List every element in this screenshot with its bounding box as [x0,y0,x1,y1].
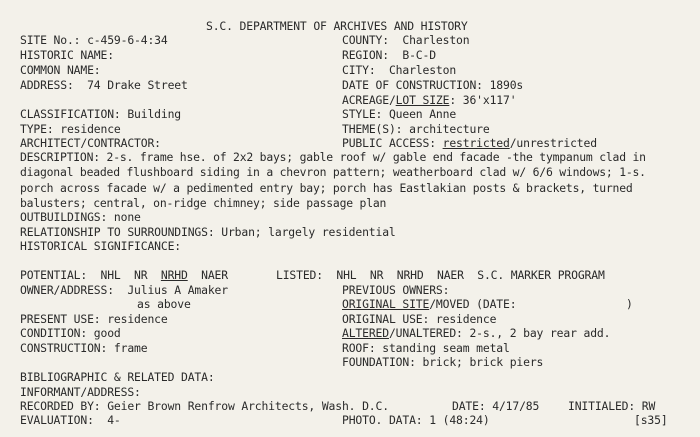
construction: CONSTRUCTION: frame [20,341,148,355]
public-access-selected: restricted [442,136,510,150]
acreage-lot-size [342,94,516,107]
common-name: COMMON NAME: [20,63,101,77]
public-access-label: PUBLIC ACCESS: [342,136,443,150]
city: CITY: Charleston [342,63,457,77]
outbuildings: OUTBUILDINGS: none [20,210,141,224]
historical-significance: HISTORICAL SIGNIFICANCE: [20,239,181,253]
altered-selected: ALTERED [342,326,389,340]
bibliographic-data: BIBLIOGRAPHIC & RELATED DATA: [20,370,215,384]
listed: LISTED: NHL NR NRHD NAER S.C. MARKER PROGRAM [276,268,605,282]
owner-address-continued: as above [137,297,191,311]
initialed: INITIALED: RW [568,399,656,413]
potential-selected: NRHD [160,268,188,282]
photo-data: PHOTO. DATA: 1 (48:24) [342,413,490,427]
architect-contractor: ARCHITECT/CONTRACTOR: [20,136,161,150]
roof: ROOF: standing seam metal [342,341,510,355]
county: COUNTY: Charleston [342,33,470,47]
site-number: SITE No.: c-459-6-4:34 [20,33,168,47]
original-site-rest: /MOVED (DATE: [429,297,517,311]
potential-prefix: POTENTIAL: NHL NR [20,268,161,282]
altered-rest: /UNALTERED: 2-s., 2 bay rear add. [388,326,611,340]
type: TYPE: residence [20,122,121,136]
foundation: FOUNDATION: brick; brick piers [342,355,544,369]
original-site-close: ) [626,297,633,311]
owner-address: OWNER/ADDRESS: Julius A Amaker [20,283,228,297]
potential-suffix: NAER [187,268,228,282]
card-header: S.C. DEPARTMENT OF ARCHIVES AND HISTORY [206,19,468,33]
classification: CLASSIFICATION: Building [20,107,181,121]
original-site-moved [342,298,516,311]
form-code: [s35] [634,413,668,427]
potential [20,269,228,282]
public-access [342,137,597,150]
public-access-rest: /unrestricted [509,136,597,150]
original-site-selected: ORIGINAL SITE [342,297,430,311]
evaluation: EVALUATION: 4- [20,413,121,427]
description: DESCRIPTION: 2-s. frame hse. of 2x2 bays; gable roof w/ gable end facade -the tympanum clad in diagonal beaded flushboard siding in a chevron pattern; weatherboard clad w/ 6/6 windows; 1-s. porch across facade w/ a pedimented entry bay; porch has Eastlakian posts & brackets, turned balusters; central, on-ridge chimney; side passage plan [20,150,646,211]
lot-size-label: LOT SIZE [395,93,450,107]
date-of-construction: DATE OF CONSTRUCTION: 1890s [342,78,524,92]
present-use: PRESENT USE: residence [20,312,168,326]
recorded-by: RECORDED BY: Geier Brown Renfrow Architects, Wash. D.C. [20,399,389,413]
historic-name: HISTORIC NAME: [20,48,114,62]
address: ADDRESS: 74 Drake Street [20,78,188,92]
acreage-value: : 36'x117' [449,93,517,107]
relationship-to-surroundings: RELATIONSHIP TO SURROUNDINGS: Urban; largely residential [20,225,396,239]
region: REGION: B-C-D [342,48,436,62]
informant-address: INFORMANT/ADDRESS: [20,385,141,399]
altered-unaltered [342,327,610,340]
previous-owners: PREVIOUS OWNERS: [342,283,450,297]
original-use: ORIGINAL USE: residence [342,312,497,326]
themes: THEME(S): architecture [342,122,490,136]
record-date: DATE: 4/17/85 [452,399,540,413]
condition: CONDITION: good [20,326,121,340]
style: STYLE: Queen Anne [342,107,457,121]
acreage-prefix: ACREAGE/ [342,93,396,107]
